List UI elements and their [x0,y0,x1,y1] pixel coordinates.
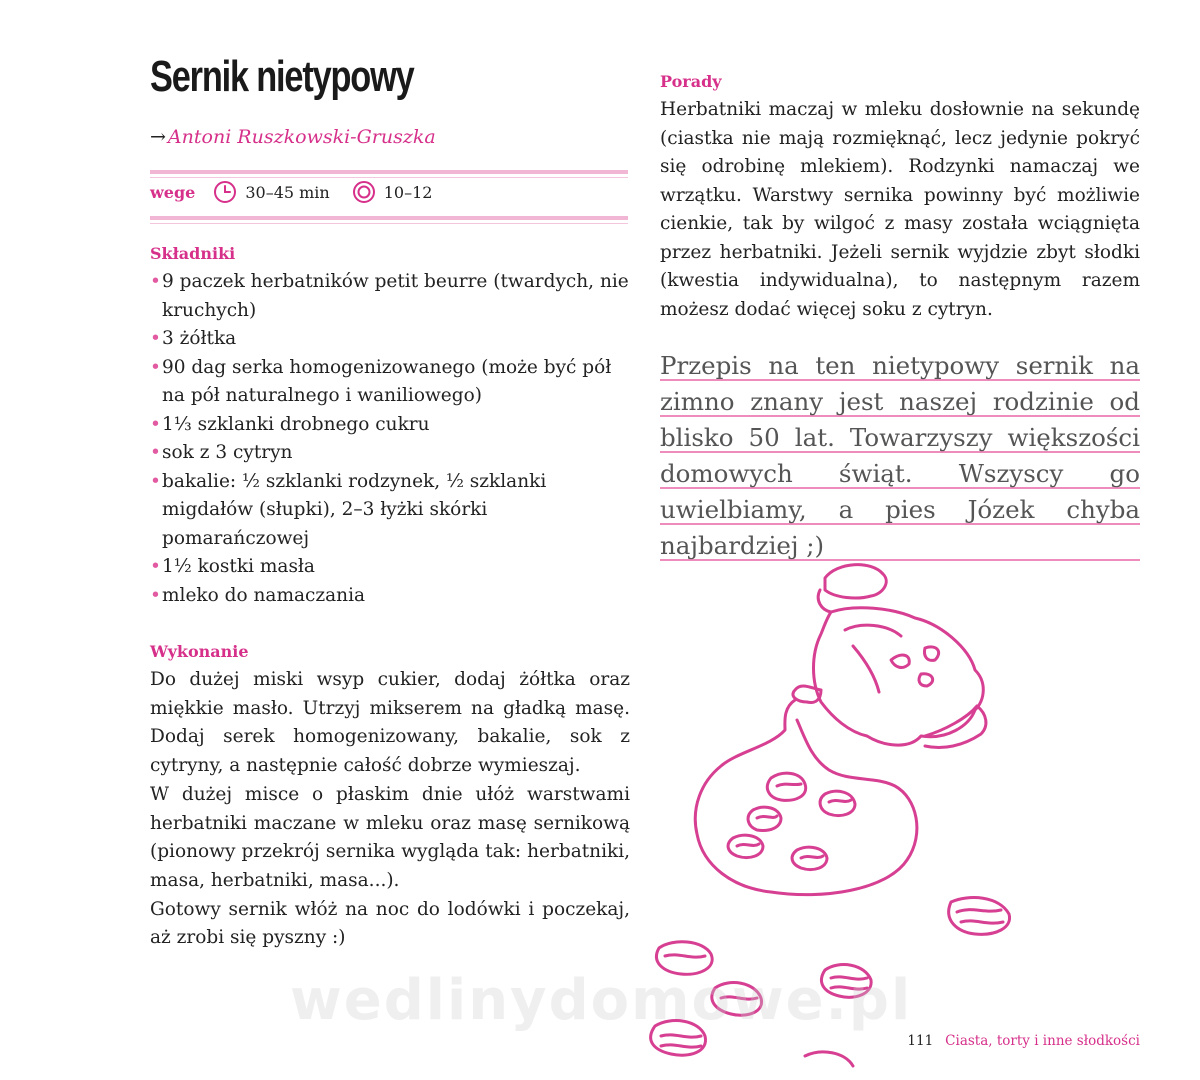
ingredient-item: • 1½ kostki masła [150,553,630,582]
recipe-meta [150,180,454,204]
diet-tag: wege [150,182,196,202]
ingredient-item: • sok z 3 cytryn [150,439,630,468]
page-number: 111 [907,1033,934,1049]
method-heading: Wykonanie [150,642,249,661]
ingredient-item: • mleko do namaczania [150,582,630,611]
servings-icon [352,180,376,204]
section-title: Ciasta, torty i inne słodkości [945,1033,1140,1049]
ingredients-list [150,268,630,610]
tips-text: Herbatniki maczaj w mleku dosłownie na sekundę (ciastka nie mają rozmięknąć, lecz jedynie pokryć się odrobinę mlekiem). Rodzynki namaczaj we wrzątku. Warstwy sernika powinny być możliwie cienkie, tak by wilgoć z masy została wciągnięta przez herbatniki. Jeżeli sernik wyjdzie zbyt słodki (kwestia indywidualna), to następnym razem możesz dodać więcej soku z cytryn. [660,99,1140,320]
ingredient-item: • 3 żółtka [150,325,630,354]
method-paragraph: Do dużej miski wsyp cukier, dodaj żółtka oraz miękkie masło. Utrzyj mikserem na gładką masę. Dodaj serek homogenizowany, bakalie, sok z cytryny, a następnie całość dobrze wymieszaj. [150,669,630,777]
ingredient-item: • 9 paczek herbatników petit beurre (twardych, nie kruchych) [150,268,630,325]
prep-time: 30–45 min [245,182,330,202]
method-paragraph: Gotowy sernik włóż na noc do lodówki i poczekaj, aż zrobi się pyszny :) [150,898,630,949]
page-footer [907,1033,1140,1049]
method-paragraph: W dużej misce o płaskim dnie ułóż warstwami herbatniki maczane w mleku oraz masę sernikową (pionowy przekrój sernika wygląda tak: herbatniki, masa, herbatniki, masa...). [150,783,630,891]
watermark-text: wedlinydomowe.pl [290,968,913,1033]
author-name: Antoni Ruszkowski-Gruszka [167,126,436,148]
tips-heading: Porady [660,72,722,91]
family-quote: Przepis na ten nietypowy sernik na zimno znany jest naszej rodzinie od blisko 50 lat. Towarzyszy większości domowych świąt. Wszyscy go uwielbiamy, a pies Józek chyba najbardziej ;) [660,348,1140,564]
recipe-title: Sernik nietypowy [150,52,414,101]
servings: 10–12 [383,182,433,202]
bottom-rule [150,216,628,220]
clock-icon [213,180,237,204]
author-line [150,126,436,148]
method-text [150,666,630,953]
ingredient-item: • bakalie: ½ szklanki rodzynek, ½ szklanki migdałów (słupki), 2–3 łyżki skórki pomarańczowej [150,468,630,554]
ingredient-item: • 90 dag serka homogenizowanego (może być pół na pół naturalnego i waniliowego) [150,354,630,411]
top-rule [150,170,628,174]
ingredient-item: • 1⅓ szklanki drobnego cukru [150,411,630,440]
arrow-icon: → [150,126,166,148]
ingredients-heading: Składniki [150,244,236,263]
